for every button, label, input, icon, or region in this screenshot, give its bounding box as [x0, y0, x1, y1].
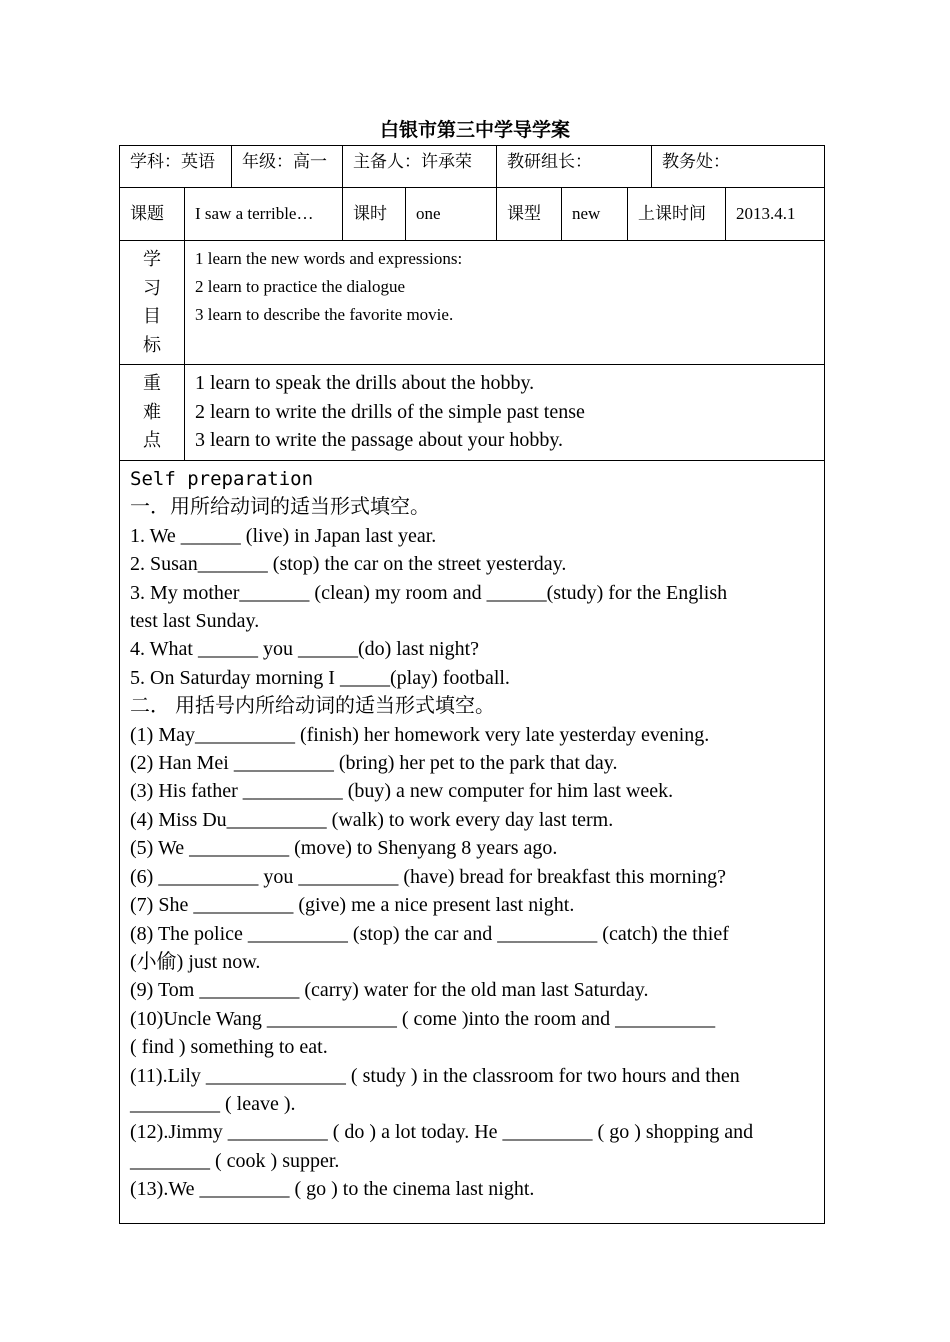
objectives-content-cell [184, 240, 825, 365]
exercise-line: (13).We _________ ( go ) to the cinema last night. [130, 1178, 535, 1201]
topic-label-cell [119, 187, 185, 241]
topic-value: I saw a terrible… [195, 204, 314, 223]
exercise-line: test last Sunday. [130, 610, 260, 633]
key-points-label-char: 难 [143, 401, 161, 422]
date-label-cell [627, 187, 726, 241]
date-value: 2013.4.1 [736, 204, 796, 223]
objectives-label-cell [119, 240, 185, 365]
exercise-line: 2. Susan_______ (stop) the car on the street yesterday. [130, 553, 567, 576]
type-value-cell [561, 187, 628, 241]
page-title: 白银市第三中学导学案 [379, 120, 570, 141]
office-cell [651, 145, 825, 188]
objective-item: 2 learn to practice the dialogue [195, 277, 406, 296]
date-label: 上课时间 [638, 204, 706, 223]
grade-text: 年级：高一 [242, 152, 327, 171]
subject-text: 学科：英语 [130, 152, 215, 171]
group-leader-text: 教研组长： [507, 152, 592, 171]
objective-item: 3 learn to describe the favorite movie. [195, 305, 454, 324]
topic-value-cell [184, 187, 343, 241]
group-leader-cell [496, 145, 652, 188]
exercise-line: 一．用所给动词的适当形式填空。 [130, 496, 430, 519]
exercise-line: (6) __________ you __________ (have) bread for breakfast this morning? [130, 865, 726, 888]
key-point-item: 1 learn to speak the drills about the hobby. [195, 372, 535, 394]
office-text: 教务处： [662, 152, 730, 171]
preparer-text: 主备人：许承荣 [353, 152, 472, 171]
objectives-label-char: 学 [143, 249, 161, 269]
exercise-line: (1) May__________ (finish) her homework very late yesterday evening. [130, 723, 710, 746]
exercise-line: (8) The police __________ (stop) the car and __________ (catch) the thief [130, 922, 729, 945]
period-label: 课时 [353, 204, 387, 223]
grade-cell [231, 145, 343, 188]
key-points-label-cell [119, 364, 185, 461]
subject-cell [119, 145, 232, 188]
exercise-line: (5) We __________ (move) to Shenyang 8 years ago. [130, 837, 558, 860]
topic-label: 课题 [130, 204, 164, 223]
key-point-item: 2 learn to write the drills of the simple past tense [195, 400, 585, 423]
type-label: 课型 [507, 204, 541, 223]
exercise-line: (3) His father __________ (buy) a new computer for him last week. [130, 780, 674, 803]
period-label-cell [342, 187, 406, 241]
exercise-line: 二． 用括号内所给动词的适当形式填空。 [130, 695, 495, 718]
key-points-label-char: 重 [143, 373, 161, 393]
exercise-line: _________ ( leave ). [130, 1092, 296, 1115]
key-point-item: 3 learn to write the passage about your hobby. [195, 429, 564, 451]
exercise-line: (小偷) just now. [130, 950, 261, 973]
objective-item: 1 learn the new words and expressions: [195, 249, 463, 268]
preparer-cell [342, 145, 497, 188]
key-points-content-cell [184, 364, 825, 461]
period-value: one [416, 204, 441, 223]
self-preparation-heading: Self preparation [130, 468, 314, 490]
exercise-line: ________ ( cook ) supper. [130, 1149, 340, 1172]
exercise-line: 5. On Saturday morning I _____(play) football. [130, 666, 510, 689]
exercise-line: 3. My mother_______ (clean) my room and ______(study) for the English [130, 581, 728, 604]
exercise-line: (4) Miss Du__________ (walk) to work every day last term. [130, 808, 614, 831]
key-points-label-char: 点 [143, 430, 161, 450]
self-preparation-cell [119, 460, 825, 1224]
period-value-cell [405, 187, 497, 241]
objectives-label-char: 习 [143, 277, 161, 298]
objectives-label-char: 目 [143, 306, 161, 326]
type-value: new [572, 204, 601, 223]
exercise-line: (11).Lily ______________ ( study ) in the classroom for two hours and then [130, 1064, 740, 1087]
objectives-label-char: 标 [143, 334, 161, 355]
exercise-line: (12).Jimmy __________ ( do ) a lot today. He _________ ( go ) shopping and [130, 1121, 754, 1144]
exercise-line: (10)Uncle Wang _____________ ( come )into the room and __________ [130, 1007, 716, 1030]
exercise-line: (9) Tom __________ (carry) water for the old man last Saturday. [130, 979, 649, 1002]
exercise-line: (2) Han Mei __________ (bring) her pet to the park that day. [130, 752, 618, 775]
exercise-list [130, 493, 814, 1203]
exercise-line: (7) She __________ (give) me a nice present last night. [130, 894, 575, 917]
exercise-line: 1. We ______ (live) in Japan last year. [130, 524, 437, 547]
type-label-cell [496, 187, 562, 241]
date-value-cell [725, 187, 825, 241]
exercise-line: ( find ) something to eat. [130, 1036, 328, 1059]
exercise-line: 4. What ______ you ______(do) last night? [130, 638, 480, 661]
